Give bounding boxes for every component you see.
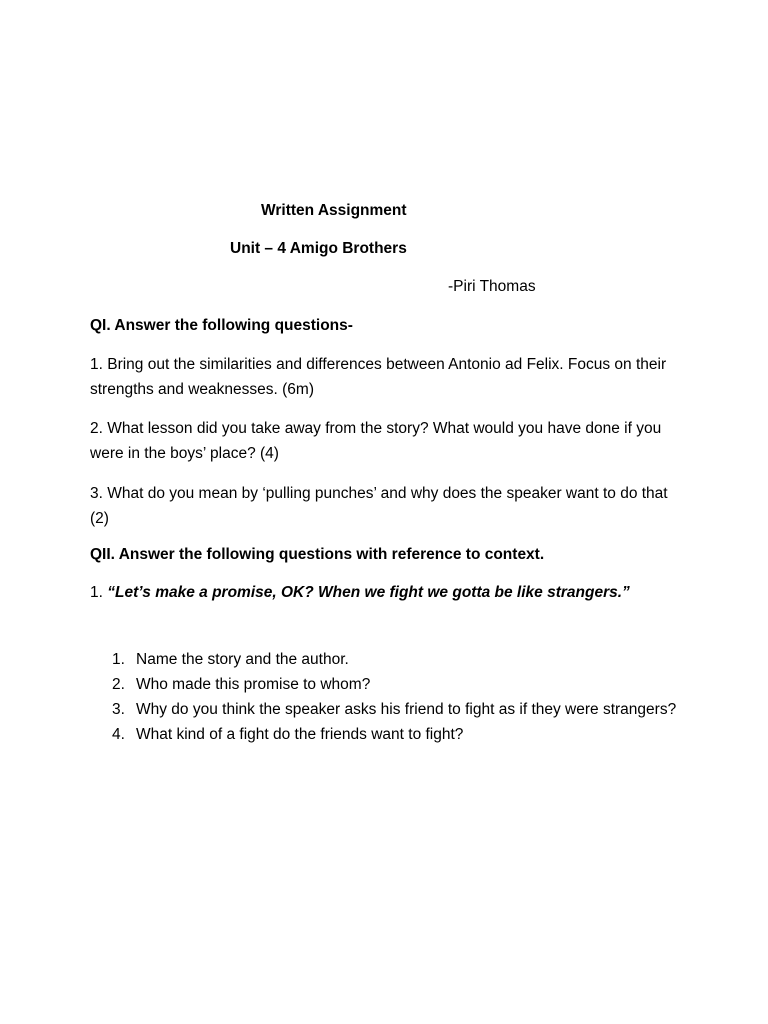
section-1-heading: QI. Answer the following questions-	[90, 317, 353, 334]
question-1: 1. Bring out the similarities and differences between Antonio ad Felix. Focus on their strengths and weaknesses. (6m)	[90, 356, 667, 398]
section-2-heading: QII. Answer the following questions with reference to context.	[90, 546, 545, 563]
unit-title: Unit – 4 Amigo Brothers	[230, 240, 407, 257]
list-item-text: Name the story and the author.	[136, 651, 349, 668]
assignment-title: Written Assignment	[261, 202, 407, 219]
list-item-text: What kind of a fight do the friends want to fight?	[136, 726, 464, 743]
question-2: 2. What lesson did you take away from the story? What would you have done if you were in the boys’ place? (4)	[90, 420, 662, 462]
list-item	[112, 672, 678, 697]
list-item-text: Why do you think the speaker asks his friend to fight as if they were strangers?	[136, 701, 677, 718]
list-item	[112, 722, 678, 747]
question-3: 3. What do you mean by ‘pulling punches’ and why does the speaker want to do that (2)	[90, 485, 668, 527]
list-item	[112, 647, 678, 672]
quote-number: 1.	[90, 584, 103, 601]
list-item-text: Who made this promise to whom?	[136, 676, 371, 693]
list-item-number: 1.	[112, 651, 125, 668]
list-item-number: 4.	[112, 726, 125, 743]
quote-line	[90, 583, 630, 603]
list-item	[112, 697, 678, 722]
list-item-number: 3.	[112, 701, 125, 718]
author-name: -Piri Thomas	[448, 278, 536, 295]
context-questions-list	[112, 647, 678, 747]
quote-text: “Let’s make a promise, OK? When we fight we gotta be like strangers.”	[107, 584, 630, 601]
list-item-number: 2.	[112, 676, 125, 693]
